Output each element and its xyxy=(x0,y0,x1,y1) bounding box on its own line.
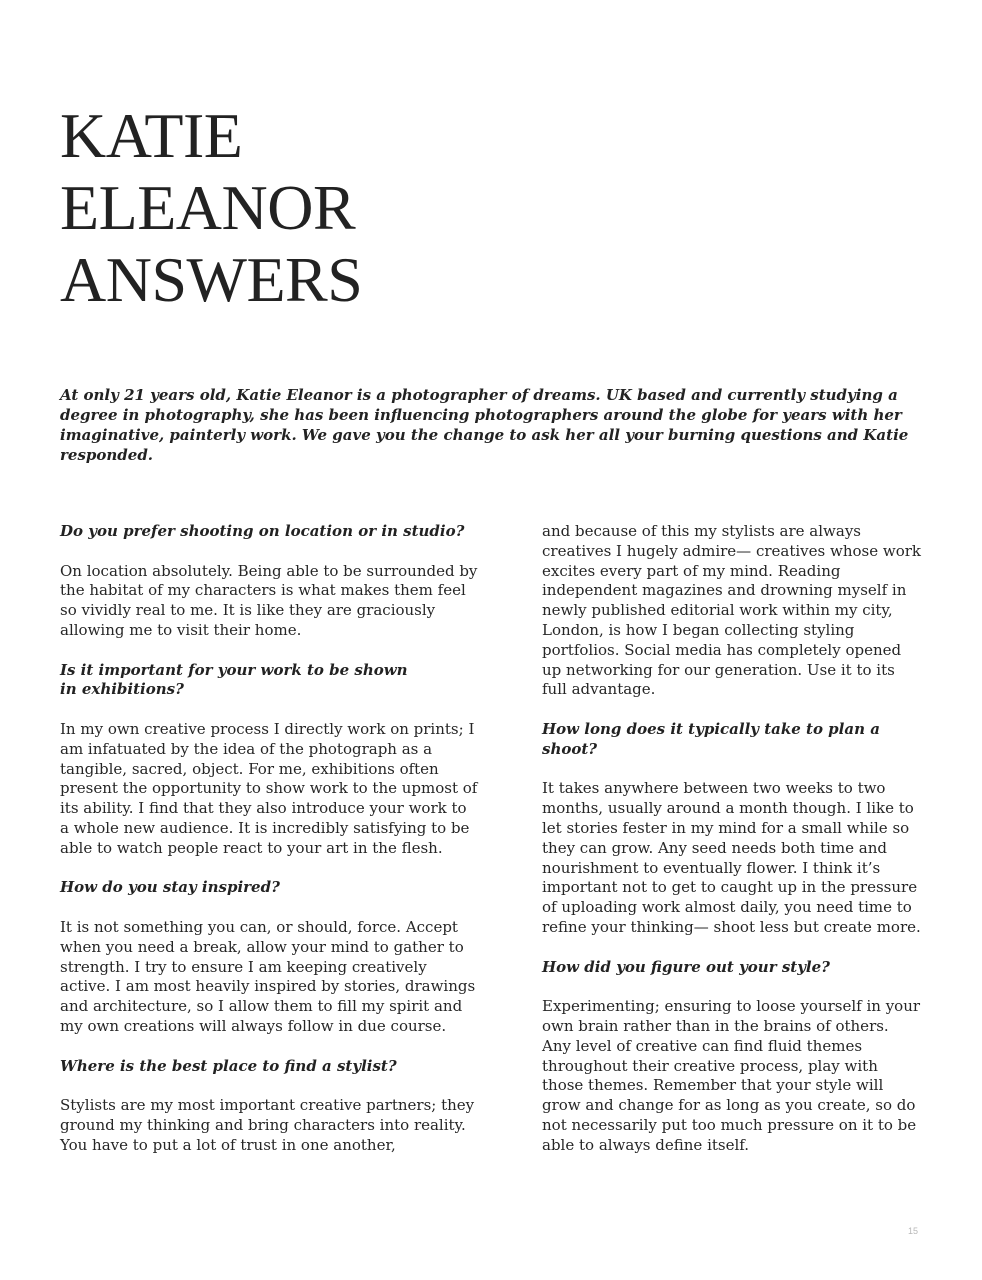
question-exhibitions-line-1: Is it important for your work to be shown xyxy=(60,660,408,679)
question-location-or-studio: Do you prefer shooting on location or in studio? xyxy=(60,522,465,540)
title-line-2: ELEANOR xyxy=(60,172,356,243)
question-plan-shoot: How long does it typically take to plan a shoot? xyxy=(542,719,880,758)
intro-paragraph: At only 21 years old, Katie Eleanor is a photographer of dreams. UK based and currently studying a degree in photography, she has been influencing photographers around the globe for years with her imaginative, painterly work. We gave you the change to ask her all your burning questions and Katie responded. xyxy=(60,386,909,464)
question-find-stylist: Where is the best place to find a stylist? xyxy=(60,1056,397,1075)
answer-exhibitions: In my own creative process I directly work on prints; I am infatuated by the idea of the photograph as a tangible, sacred, object. For me, exhibitions often present the opportunity to show work to the upmost of its ability. I find that they also introduce your work to a whole new audience. It is incredibly satisfying to be able to watch people react to your art in the flesh. xyxy=(60,719,478,857)
question-stay-inspired: How do you stay inspired? xyxy=(60,878,280,897)
answer-find-stylist: Stylists are my most important creative partners; they ground my thinking and bring characters into reality. You have to put a lot of trust in one another, xyxy=(60,1096,475,1154)
answer-stay-inspired: It is not something you can, or should, force. Accept when you need a break, allow your mind to gather to strength. I try to ensure I am keeping creatively active. I am most heavily inspired by stories, drawings and architecture, so I allow them to fill my spirit and my own creations will always follow in due course. xyxy=(60,917,476,1035)
answer-plan-shoot: It takes anywhere between two weeks to two months, usually around a month though. I like to let stories fester in my mind for a small while so they can grow. Any seed needs both time and nourishment to eventually flower. I think it’s important not to get to caught up in the pressure of uploading work almost daily, you need time to refine your thinking— shoot less but create more. xyxy=(542,779,921,936)
question-exhibitions-line-2: in exhibitions? xyxy=(60,680,184,699)
answer-figure-out-style: Experimenting; ensuring to loose yourself in your own brain rather than in the brains of others. Any level of creative can find fluid themes throughout their creative process, play with those themes. Remember that your style will grow and change for as long as you create, so do not necessarily put too much pressure on it to be able to always define itself. xyxy=(542,997,921,1154)
question-figure-out-style: How did you figure out your style? xyxy=(542,957,830,976)
answer-location-or-studio: On location absolutely. Being able to be surrounded by the habitat of my characters is what makes them feel so vividly real to me. It is like they are graciously allowing me to visit their home. xyxy=(60,561,478,639)
page-number: 15 xyxy=(908,1226,919,1236)
title-line-1: KATIE xyxy=(60,100,243,171)
answer-find-stylist-continued: and because of this my stylists are always creatives I hugely admire— creatives whose work excites every part of my mind. Reading independent magazines and drowning myself in newly published editorial work within my city, London, is how I began collecting styling portfolios. Social media has completely opened up networking for our generation. Use it to its full advantage. xyxy=(542,522,921,699)
question-exhibitions xyxy=(60,661,480,701)
page-title xyxy=(60,100,362,316)
title-line-3: ANSWERS xyxy=(60,244,363,315)
right-column xyxy=(542,522,922,1156)
left-column xyxy=(60,522,480,1156)
